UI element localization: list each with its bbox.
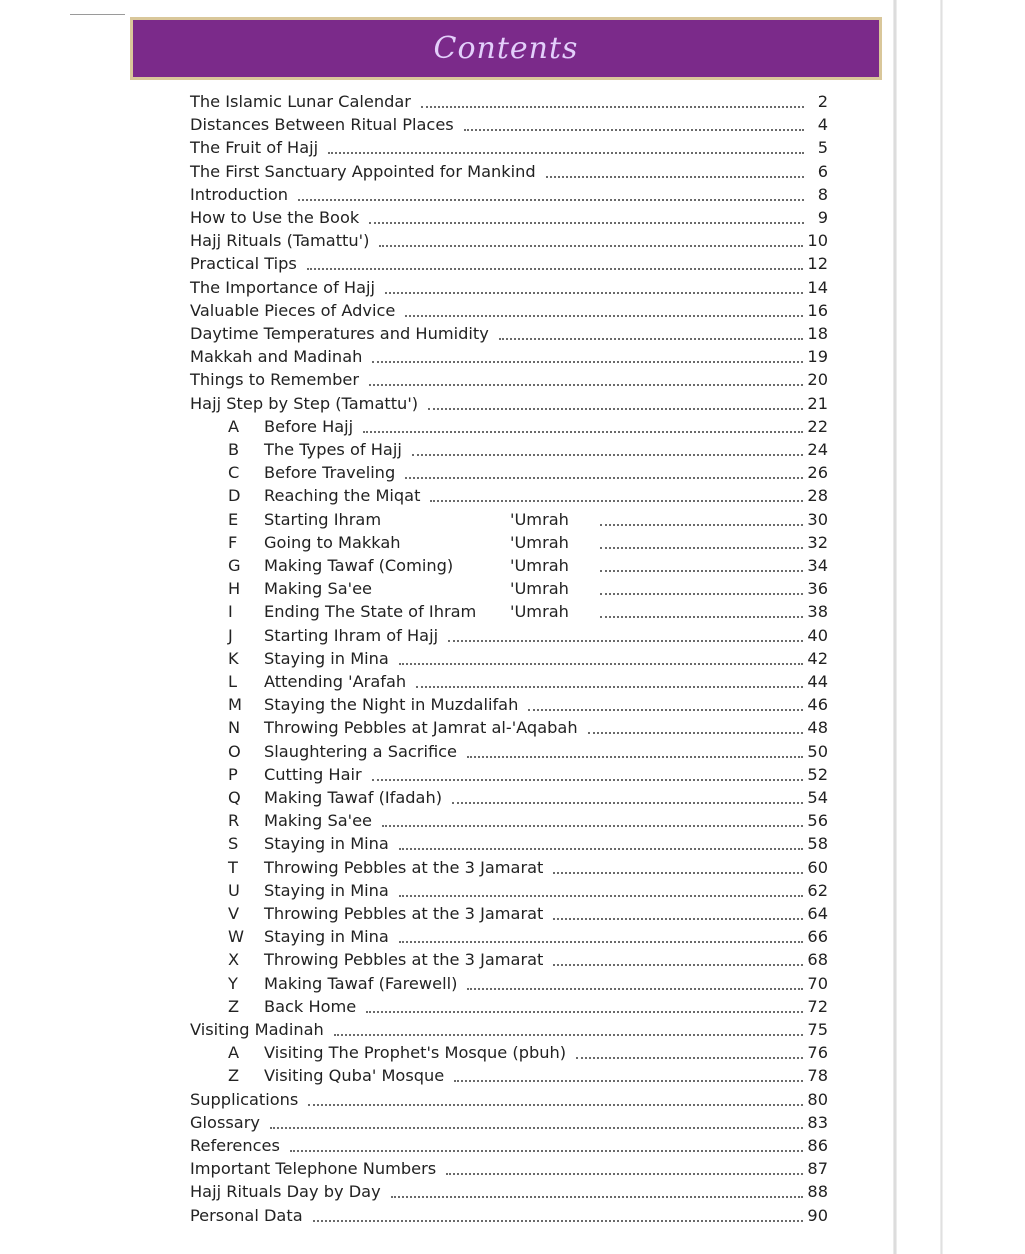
toc-entry[interactable]	[228, 623, 828, 646]
toc-dot-leader	[399, 663, 804, 665]
toc-entry[interactable]	[228, 947, 828, 970]
toc-entry-letter: Z	[228, 996, 240, 1016]
toc-entry-letter: H	[228, 579, 241, 599]
toc-dot-leader	[600, 524, 803, 526]
toc-page-number: 66	[807, 927, 828, 947]
toc-page-number: 6	[817, 161, 828, 181]
toc-entry-letter: L	[228, 672, 238, 691]
toc-entry[interactable]	[228, 994, 828, 1017]
toc-entry[interactable]	[190, 391, 828, 414]
toc-dot-leader	[588, 732, 804, 734]
toc-entry[interactable]	[228, 901, 828, 924]
toc-entry-title: Going to Makkah	[264, 532, 401, 552]
toc-dot-leader	[369, 222, 804, 224]
toc-entry-title: Hajj Rituals Day by Day	[190, 1182, 381, 1202]
toc-dot-leader	[546, 176, 804, 178]
toc-entry[interactable]	[190, 182, 828, 205]
toc-page-number: 12	[807, 254, 828, 274]
toc-entry-title: Before Traveling	[264, 463, 396, 483]
toc-page-number: 86	[807, 1136, 828, 1155]
toc-entry-title: Hajj Rituals (Tamattu')	[190, 231, 370, 251]
toc-entry[interactable]	[228, 483, 828, 506]
toc-page-number: 64	[807, 904, 828, 923]
toc-dot-leader	[405, 315, 803, 317]
toc-dot-leader	[600, 593, 803, 595]
toc-dot-leader	[382, 825, 803, 827]
toc-entry-title: Throwing Pebbles at the 3 Jamarat	[264, 950, 544, 970]
toc-entry[interactable]	[228, 1063, 828, 1086]
toc-dot-leader	[308, 1104, 803, 1106]
page-edge-shadow	[893, 0, 897, 1254]
toc-dot-leader	[363, 431, 803, 433]
toc-entry-letter: K	[228, 648, 239, 668]
toc-dot-leader	[372, 361, 803, 363]
toc-entry-title: How to Use the Book	[190, 208, 360, 227]
toc-entry[interactable]	[228, 414, 828, 437]
toc-entry-title: Making Sa'ee	[264, 811, 373, 831]
toc-dot-leader	[600, 616, 803, 618]
toc-dot-leader	[379, 245, 803, 247]
toc-entry-title: The First Sanctuary Appointed for Mankind	[190, 161, 536, 181]
page-edge-shadow-outer	[940, 0, 943, 1254]
toc-entry-title: Reaching the Miqat	[264, 486, 421, 506]
toc-entry-letter: S	[228, 834, 239, 854]
toc-entry-title: Cutting Hair	[264, 764, 362, 784]
toc-entry[interactable]	[228, 646, 828, 669]
toc-dot-leader	[553, 918, 803, 920]
toc-dot-leader	[385, 292, 803, 294]
toc-page-number: 62	[807, 880, 828, 900]
toc-entry-title: Introduction	[190, 184, 289, 204]
toc-dot-leader	[416, 686, 803, 688]
toc-entry[interactable]	[228, 762, 828, 785]
toc-dot-leader	[553, 872, 803, 874]
toc-entry[interactable]	[228, 553, 828, 576]
toc-entry-title: The Islamic Lunar Calendar	[190, 92, 411, 111]
toc-entry-tag: 'Umrah	[510, 556, 569, 575]
toc-entry-title: Staying the Night in Muzdalifah	[264, 695, 519, 715]
toc-entry-letter: B	[228, 440, 240, 459]
toc-dot-leader	[366, 1011, 803, 1013]
toc-entry-title: Supplications	[190, 1089, 299, 1109]
toc-entry-letter: Q	[228, 788, 241, 807]
toc-entry[interactable]	[228, 855, 828, 878]
toc-entry-title: Things to Remember	[190, 370, 360, 390]
toc-dot-leader	[452, 802, 803, 804]
toc-page-number: 4	[817, 115, 828, 135]
toc-dot-leader	[298, 199, 804, 201]
toc-entry-letter: W	[228, 927, 245, 947]
toc-entry[interactable]	[228, 924, 828, 947]
toc-entry[interactable]	[228, 576, 828, 599]
toc-entry[interactable]	[190, 1203, 828, 1226]
toc-page-number: 30	[807, 509, 828, 529]
toc-entry[interactable]	[190, 275, 828, 298]
toc-page-number: 36	[807, 579, 828, 599]
toc-page-number: 54	[807, 788, 828, 807]
toc-entry-letter: U	[228, 880, 240, 900]
toc-entry[interactable]	[190, 205, 828, 228]
toc-dot-leader	[430, 500, 803, 502]
toc-entry[interactable]	[228, 808, 828, 831]
toc-page-number: 80	[807, 1089, 828, 1109]
toc-entry[interactable]	[190, 89, 828, 112]
toc-dot-leader	[405, 477, 803, 479]
toc-page-number: 26	[807, 463, 828, 483]
page-corner-mark	[70, 14, 125, 15]
toc-page-number: 28	[807, 486, 828, 506]
toc-entry[interactable]	[190, 251, 828, 274]
toc-entry[interactable]	[228, 1040, 828, 1063]
toc-entry-letter: A	[228, 416, 240, 436]
toc-entry-title: Makkah and Madinah	[190, 347, 363, 367]
toc-entry-title: Staying in Mina	[264, 648, 389, 668]
toc-page-number: 9	[817, 208, 828, 227]
toc-entry[interactable]	[228, 785, 828, 808]
toc-entry-letter: R	[228, 811, 240, 831]
toc-page-number: 18	[807, 324, 828, 343]
toc-entry[interactable]	[228, 971, 828, 994]
toc-entry-letter: J	[228, 625, 233, 645]
toc-page-number: 83	[807, 1112, 828, 1132]
toc-dot-leader	[372, 779, 804, 781]
toc-entry-tag: 'Umrah	[510, 532, 569, 552]
toc-page-number: 88	[807, 1182, 828, 1202]
toc-page-number: 40	[807, 625, 828, 645]
toc-page-number: 56	[807, 811, 828, 831]
toc-dot-leader	[421, 106, 804, 108]
toc-entry[interactable]	[190, 1087, 828, 1110]
toc-dot-leader	[334, 1034, 804, 1036]
toc-page-number: 10	[807, 231, 828, 251]
toc-page-number: 48	[807, 718, 828, 738]
toc-entry-title: Starting Ihram of Hajj	[264, 625, 439, 645]
toc-entry-letter: O	[228, 741, 241, 761]
toc-entry-title: Ending The State of Ihram	[264, 602, 477, 622]
toc-entry[interactable]	[228, 831, 828, 854]
toc-entry-title: Making Tawaf (Farewell)	[264, 973, 458, 993]
toc-entry-letter: I	[228, 602, 233, 622]
toc-page-number: 21	[807, 393, 828, 413]
toc-entry-title: Throwing Pebbles at the 3 Jamarat	[264, 904, 544, 923]
toc-dot-leader	[412, 454, 804, 456]
toc-dot-leader	[391, 1196, 804, 1198]
toc-dot-leader	[499, 338, 804, 340]
toc-dot-leader	[467, 988, 803, 990]
toc-dot-leader	[428, 408, 803, 410]
toc-entry-title: The Types of Hajj	[264, 440, 402, 459]
toc-page-number: 76	[807, 1043, 828, 1063]
toc-page-number: 46	[807, 695, 828, 715]
toc-page-number: 70	[807, 973, 828, 993]
toc-dot-leader	[446, 1173, 803, 1175]
toc-entry-title: Hajj Step by Step (Tamattu')	[190, 393, 419, 413]
toc-page-number: 24	[807, 440, 828, 459]
toc-page-number: 2	[817, 92, 828, 111]
toc-page-number: 38	[807, 602, 828, 622]
toc-entry-letter: G	[228, 556, 241, 575]
toc-entry[interactable]	[228, 669, 828, 692]
toc-dot-leader	[307, 268, 804, 270]
toc-entry[interactable]	[190, 112, 828, 135]
toc-entry[interactable]	[190, 298, 828, 321]
toc-dot-leader	[600, 547, 803, 549]
toc-entry[interactable]	[228, 599, 828, 622]
toc-entry-title: Slaughtering a Sacrifice	[264, 741, 457, 761]
toc-page-number: 75	[807, 1020, 828, 1039]
toc-entry-letter: M	[228, 695, 242, 715]
toc-entry-title: Making Tawaf (Ifadah)	[264, 788, 443, 807]
toc-entry-letter: Z	[228, 1066, 240, 1086]
toc-entry[interactable]	[190, 1133, 828, 1156]
toc-entry[interactable]	[228, 530, 828, 553]
toc-entry-title: Throwing Pebbles at the 3 Jamarat	[264, 857, 544, 877]
toc-entry[interactable]	[228, 437, 828, 460]
toc-entry-title: Staying in Mina	[264, 927, 389, 947]
toc-entry[interactable]	[190, 159, 828, 182]
toc-dot-leader	[576, 1057, 803, 1059]
toc-entry-title: Staying in Mina	[264, 880, 389, 900]
toc-entry[interactable]	[190, 1017, 828, 1040]
toc-dot-leader	[399, 848, 804, 850]
toc-entry-letter: P	[228, 764, 238, 784]
toc-entry[interactable]	[190, 1156, 828, 1179]
toc-page-number: 52	[807, 764, 828, 784]
toc-page-number: 42	[807, 648, 828, 668]
toc-dot-leader	[270, 1127, 803, 1129]
toc-entry[interactable]	[190, 228, 828, 251]
toc-page-number: 78	[807, 1066, 828, 1086]
page-title: Contents	[433, 31, 579, 66]
toc-dot-leader	[399, 895, 804, 897]
toc-entry-title: Important Telephone Numbers	[190, 1159, 437, 1179]
toc-dot-leader	[313, 1220, 804, 1222]
toc-entry-title: Visiting Madinah	[190, 1020, 324, 1039]
toc-entry-title: Making Sa'ee	[264, 579, 373, 599]
toc-entry-title: Visiting Quba' Mosque	[264, 1066, 445, 1086]
toc-page-number: 5	[817, 138, 828, 158]
toc-page-number: 58	[807, 834, 828, 854]
toc-entry-title: Personal Data	[190, 1205, 303, 1225]
toc-page-number: 20	[807, 370, 828, 390]
toc-entry[interactable]	[228, 715, 828, 738]
toc-entry-letter: Y	[228, 973, 238, 993]
toc-page-number: 16	[807, 300, 828, 320]
toc-entry-title: Valuable Pieces of Advice	[190, 300, 396, 320]
toc-entry-letter: F	[228, 532, 238, 552]
toc-dot-leader	[369, 384, 803, 386]
toc-entry-title: Throwing Pebbles at Jamrat al-'Aqabah	[264, 718, 578, 738]
toc-entry-letter: V	[228, 904, 240, 923]
toc-entry-letter: N	[228, 718, 241, 738]
toc-entry-letter: C	[228, 463, 240, 483]
toc-page-number: 22	[807, 416, 828, 436]
toc-entry[interactable]	[228, 507, 828, 530]
toc-page-number: 14	[807, 277, 828, 297]
toc-page-number: 34	[807, 556, 828, 575]
toc-entry-tag: 'Umrah	[510, 509, 569, 529]
toc-page-number: 87	[807, 1159, 828, 1179]
toc-entry-title: Attending 'Arafah	[264, 672, 407, 691]
toc-entry-title: Daytime Temperatures and Humidity	[190, 324, 489, 343]
toc-entry-title: Distances Between Ritual Places	[190, 115, 454, 135]
toc-entry[interactable]	[190, 1110, 828, 1133]
toc-entry-title: The Fruit of Hajj	[190, 138, 319, 158]
toc-dot-leader	[448, 640, 803, 642]
toc-page-number: 19	[807, 347, 828, 367]
toc-entry-letter: E	[228, 509, 239, 529]
toc-entry-title: References	[190, 1136, 280, 1155]
toc-entry-title: Starting Ihram	[264, 509, 382, 529]
toc-entry[interactable]	[190, 367, 828, 390]
toc-dot-leader	[290, 1150, 803, 1152]
toc-entry[interactable]	[190, 135, 828, 158]
toc-entry-title: Visiting The Prophet's Mosque (pbuh)	[264, 1043, 567, 1063]
toc-entry[interactable]	[190, 344, 828, 367]
toc-entry-letter: T	[228, 857, 238, 877]
toc-dot-leader	[328, 152, 804, 154]
toc-entry-title: Back Home	[264, 996, 357, 1016]
toc-dot-leader	[454, 1080, 803, 1082]
toc-entry-title: Before Hajj	[264, 416, 354, 436]
toc-page-number: 90	[807, 1205, 828, 1225]
toc-entry-letter: X	[228, 950, 240, 970]
toc-entry-title: Making Tawaf (Coming)	[264, 556, 454, 575]
toc-dot-leader	[467, 756, 803, 758]
toc-entry[interactable]	[228, 739, 828, 762]
toc-entry[interactable]	[228, 878, 828, 901]
toc-dot-leader	[600, 570, 803, 572]
toc-entry-title: Practical Tips	[190, 254, 297, 274]
toc-page-number: 8	[817, 184, 828, 204]
toc-page-number: 72	[807, 996, 828, 1016]
contents-banner	[130, 17, 882, 80]
toc-dot-leader	[399, 941, 804, 943]
toc-dot-leader	[528, 709, 803, 711]
toc-page-number: 44	[807, 672, 828, 691]
toc-entry[interactable]	[190, 1179, 828, 1202]
toc-entry-tag: 'Umrah	[510, 579, 569, 599]
toc-entry-letter: A	[228, 1043, 240, 1063]
toc-page-number: 50	[807, 741, 828, 761]
toc-entry-title: Glossary	[190, 1112, 260, 1132]
toc-entry-letter: D	[228, 486, 241, 506]
toc-page-number: 32	[807, 532, 828, 552]
toc-entry[interactable]	[228, 460, 828, 483]
toc-entry[interactable]	[190, 321, 828, 344]
toc-entry[interactable]	[228, 692, 828, 715]
toc-page-number: 68	[807, 950, 828, 970]
toc-page-number: 60	[807, 857, 828, 877]
toc-dot-leader	[553, 964, 803, 966]
toc-dot-leader	[464, 129, 804, 131]
toc-entry-title: Staying in Mina	[264, 834, 389, 854]
toc-entry-tag: 'Umrah	[510, 602, 569, 622]
toc-entry-title: The Importance of Hajj	[190, 277, 375, 297]
